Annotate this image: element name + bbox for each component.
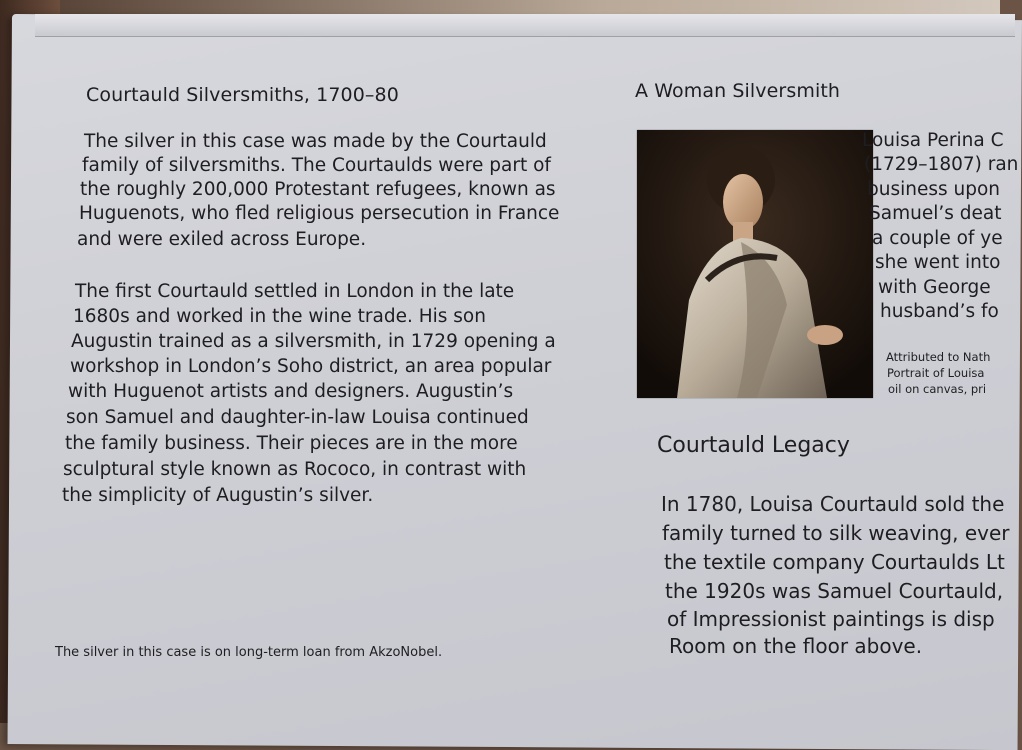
side-text-line: business upon [867,179,1001,200]
side-text-line: Louisa Perina C [862,130,1004,151]
side-text-line: she went into [875,252,1001,273]
legacy-line: In 1780, Louisa Courtauld sold the [661,492,1005,516]
para1-line: family of silversmiths. The Courtaulds were part of [82,155,551,176]
portrait-caption-line: Portrait of Louisa [887,366,985,380]
side-text-line: with George [878,277,991,298]
portrait-painting [637,130,873,398]
legacy-line: the 1920s was Samuel Courtauld, [665,579,1004,603]
legacy-line: of Impressionist paintings is disp [667,607,995,631]
para2-line: Augustin trained as a silversmith, in 1729 opening a [71,331,556,352]
para2-line: with Huguenot artists and designers. Augustin’s [68,381,514,402]
legacy-title: Courtauld Legacy [657,433,850,458]
loan-footnote: The silver in this case is on long-term loan from AkzoNobel. [55,645,443,660]
portrait-image [637,130,873,398]
legacy-line: Room on the floor above. [669,634,923,658]
left-title: Courtauld Silversmiths, 1700–80 [86,84,399,106]
para1-line: the roughly 200,000 Protestant refugees, known as [80,179,556,200]
right-title: A Woman Silversmith [635,80,841,102]
para2-line: sculptural style known as Rococo, in contrast with [63,459,527,480]
legacy-line: family turned to silk weaving, ever [662,521,1010,545]
para2-line: the family business. Their pieces are in the more [65,433,518,454]
portrait-caption-line: oil on canvas, pri [888,382,987,396]
para1-line: Huguenots, who fled religious persecution in France [79,203,560,224]
para2-line: son Samuel and daughter-in-law Louisa continued [66,407,529,428]
side-text-line: a couple of ye [872,228,1003,249]
para1-line: and were exiled across Europe. [77,229,367,250]
para2-line: 1680s and worked in the wine trade. His son [73,306,486,327]
para2-line: the simplicity of Augustin’s silver. [62,485,374,506]
side-text-line: Samuel’s deat [869,203,1002,224]
para1-line: The silver in this case was made by the Courtauld [84,131,547,152]
para2-line: The first Courtauld settled in London in the late [75,281,515,302]
legacy-line: the textile company Courtaulds Lt [664,550,1005,574]
portrait-caption-line: Attributed to Nath [886,350,991,364]
side-text-line: (1729–1807) ran [864,154,1019,175]
para2-line: workshop in London’s Soho district, an area popular [70,356,552,377]
side-text-line: husband’s fo [880,301,999,322]
